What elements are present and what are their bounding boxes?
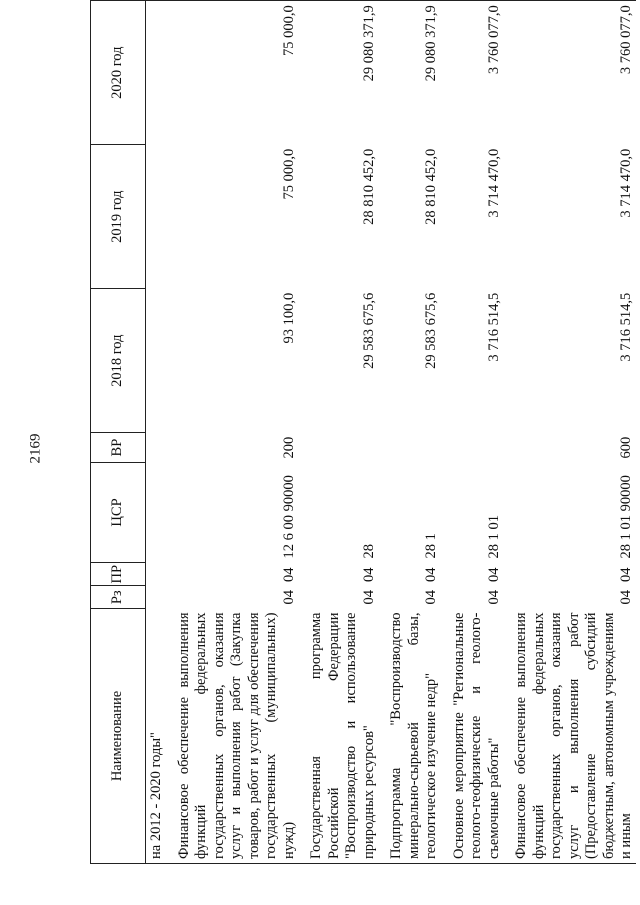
row-rz: 04 [485,590,502,605]
row-2019: 28 810 452,0 [360,148,377,225]
table-row [298,1,378,864]
row-rz [146,586,166,609]
row-name: Государственная программа Российской Федерации "Воспроизводство и использование природных ресурсов" [308,612,377,859]
row-name: на 2012 - 2020 годы" [148,732,164,859]
header-pr: ПР [91,562,146,586]
row-vr: 600 [618,436,634,459]
row-2019: 3 714 470,0 [618,148,634,218]
row-2019 [146,145,166,289]
row-name: Подпрограмма "Воспроизводство минерально-сырьевой базы, геологическое изучение недр" [388,612,439,859]
row-rz: 04 [618,590,634,605]
row-pr: 04 [485,567,502,582]
row-rz: 04 [280,590,297,605]
row-2020: 75 000,0 [280,5,297,56]
row-2019: 28 810 452,0 [423,148,439,225]
row-name: Финансовое обеспечение выполнения функций федеральных государственных органов, оказания услуг и выполнения работ (Предоставление субсидий бюджетным, автономным учреждениям и иным [513,612,634,859]
row-2018: 3 716 514,5 [485,292,502,362]
row-2020: 29 080 371,9 [423,5,439,82]
row-pr [146,562,166,586]
row-2020: 3 760 077,0 [618,5,634,75]
header-2018: 2018 год [91,289,146,433]
row-csr: 12 6 00 90000 [280,475,297,559]
row-csr: 28 [360,543,377,559]
header-vr: ВР [91,433,146,463]
header-2019: 2019 год [91,145,146,289]
row-csr: 28 1 01 90000 [618,475,634,559]
row-csr [146,462,166,562]
row-pr: 04 [618,567,634,582]
row-pr: 04 [360,567,377,582]
row-2018: 93 100,0 [280,292,297,344]
row-2018: 29 583 675,6 [360,292,377,369]
row-2019: 3 714 470,0 [485,148,502,218]
header-rz: Рз [91,586,146,609]
table-row [441,1,504,864]
row-vr [441,433,504,463]
row-rz: 04 [360,590,377,605]
row-name: Финансовое обеспечение выполнения функций федеральных государственных органов, оказания услуг и выполнения работ (Закупка товаров, работ и услуг для обеспечения государственных (муниципальных) нужд) [175,612,297,859]
row-pr: 04 [423,567,439,582]
row-vr [378,433,441,463]
row-vr [298,433,378,463]
table-row [503,1,636,864]
header-2020: 2020 год [91,1,146,145]
row-vr [146,433,166,463]
row-2020 [146,1,166,145]
page-number: 2169 [27,433,44,464]
row-name: Основное мероприятие "Региональные геолого-геофизические и геолого-съемочные работы" [450,612,502,859]
row-2019: 75 000,0 [280,148,297,200]
row-csr: 28 1 [423,533,439,559]
row-2020: 3 760 077,0 [485,5,502,75]
table-row [378,1,441,864]
table-row [146,1,166,864]
budget-table [90,0,636,864]
row-vr: 200 [280,436,297,459]
header-csr: ЦСР [91,462,146,562]
row-2018: 29 583 675,6 [423,292,439,369]
table-header-row [91,1,146,864]
header-name: Наименование [91,609,146,864]
row-rz: 04 [423,590,439,605]
row-csr: 28 1 01 [485,514,502,559]
row-2018: 3 716 514,5 [618,292,634,362]
row-pr: 04 [280,567,297,582]
row-2018 [146,289,166,433]
row-2020: 29 080 371,9 [360,5,377,82]
table-row [166,1,299,864]
